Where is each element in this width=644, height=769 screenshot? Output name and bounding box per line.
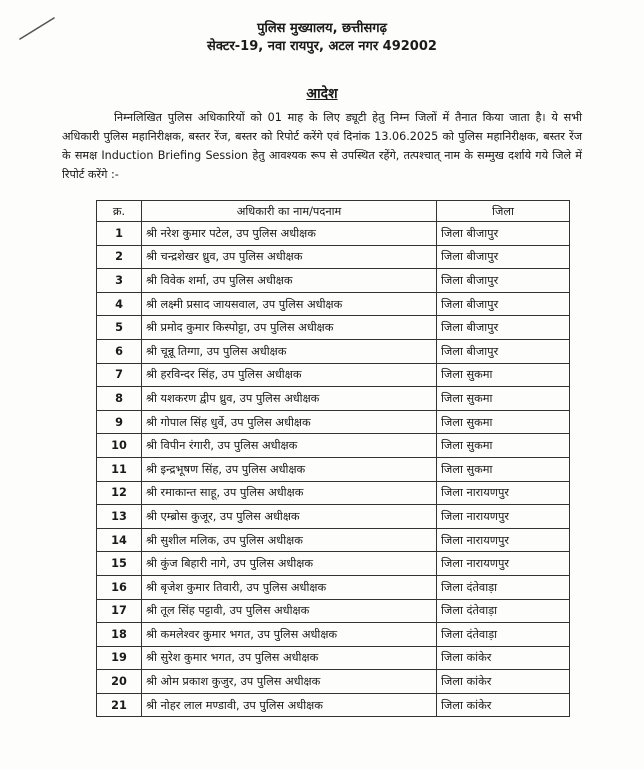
- table-row: [97, 316, 570, 340]
- order-body-text: निम्नलिखित पुलिस अधिकारियों को 01 माह के लिए ड्यूटी हेतु निम्न जिलों में तैनात किया जाता है। ये सभी अधिकारी पुलिस महानिरीक्षक, बस्तर रेंज, बस्तर को रिपोर्ट करेंगे एवं दिनांक 13.06.2025 को पुलिस महानिरीक्षक, बस्तर रेंज के समक्ष Induction Briefing Session हेतु आवश्यक रूप से उपस्थित रहेंगे, तत्पश्चात् नाम के सम्मुख दर्शाये गये जिले में रिपोर्ट करेंगे :-: [62, 111, 582, 181]
- officers-table: [96, 200, 570, 717]
- header-officer-name: अधिकारी का नाम/पदनाम: [142, 201, 437, 222]
- row-serial: 4: [97, 292, 142, 316]
- row-serial: 15: [97, 552, 142, 576]
- table-row: [97, 670, 570, 694]
- row-serial: 17: [97, 599, 142, 623]
- row-officer-name: श्री कमलेश्वर कुमार भगत, उप पुलिस अधीक्षक: [142, 623, 437, 647]
- row-district: जिला कांकेर: [437, 670, 570, 694]
- table-row: [97, 646, 570, 670]
- row-district: जिला नारायणपुर: [437, 481, 570, 505]
- letterhead: [0, 20, 644, 56]
- row-serial: 11: [97, 457, 142, 481]
- row-officer-name: श्री हरविन्दर सिंह, उप पुलिस अधीक्षक: [142, 363, 437, 387]
- row-district: जिला सुकमा: [437, 410, 570, 434]
- row-serial: 20: [97, 670, 142, 694]
- table-row: [97, 339, 570, 363]
- table-row: [97, 457, 570, 481]
- table-header-row: [97, 201, 570, 222]
- row-serial: 19: [97, 646, 142, 670]
- row-district: जिला नारायणपुर: [437, 552, 570, 576]
- table-row: [97, 387, 570, 411]
- row-officer-name: श्री चन्द्रशेखर ध्रुव, उप पुलिस अधीक्षक: [142, 245, 437, 269]
- row-serial: 2: [97, 245, 142, 269]
- row-officer-name: श्री गोपाल सिंह धुर्वे, उप पुलिस अधीक्षक: [142, 410, 437, 434]
- row-district: जिला बीजापुर: [437, 269, 570, 293]
- row-serial: 13: [97, 505, 142, 529]
- row-officer-name: श्री एम्ब्रोस कुजूर, उप पुलिस अधीक्षक: [142, 505, 437, 529]
- row-serial: 1: [97, 222, 142, 246]
- table-row: [97, 528, 570, 552]
- table-row: [97, 222, 570, 246]
- table-row: [97, 363, 570, 387]
- row-district: जिला कांकेर: [437, 646, 570, 670]
- row-officer-name: श्री यशकरण द्वीप ध्रुव, उप पुलिस अधीक्षक: [142, 387, 437, 411]
- office-name: पुलिस मुख्यालय, छत्तीसगढ़: [257, 21, 387, 36]
- row-district: जिला बीजापुर: [437, 316, 570, 340]
- order-title: आदेश: [306, 86, 338, 102]
- table-row: [97, 410, 570, 434]
- row-district: जिला सुकमा: [437, 457, 570, 481]
- row-serial: 3: [97, 269, 142, 293]
- table-row: [97, 269, 570, 293]
- table-row: [97, 623, 570, 647]
- row-district: जिला सुकमा: [437, 387, 570, 411]
- row-district: जिला बीजापुर: [437, 222, 570, 246]
- row-officer-name: श्री ओम प्रकाश कुजुर, उप पुलिस अधीक्षक: [142, 670, 437, 694]
- row-district: जिला सुकमा: [437, 434, 570, 458]
- row-serial: 5: [97, 316, 142, 340]
- row-district: जिला बीजापुर: [437, 245, 570, 269]
- row-serial: 14: [97, 528, 142, 552]
- table-row: [97, 575, 570, 599]
- table-row: [97, 245, 570, 269]
- table-row: [97, 505, 570, 529]
- row-district: जिला बीजापुर: [437, 339, 570, 363]
- row-serial: 21: [97, 693, 142, 717]
- row-district: जिला दंतेवाड़ा: [437, 575, 570, 599]
- row-district: जिला दंतेवाड़ा: [437, 599, 570, 623]
- row-district: जिला दंतेवाड़ा: [437, 623, 570, 647]
- row-district: जिला नारायणपुर: [437, 505, 570, 529]
- row-officer-name: श्री प्रमोद कुमार किस्पोट्टा, उप पुलिस अधीक्षक: [142, 316, 437, 340]
- header-serial: क्र.: [97, 201, 142, 222]
- row-serial: 10: [97, 434, 142, 458]
- table-row: [97, 481, 570, 505]
- row-serial: 16: [97, 575, 142, 599]
- row-district: जिला नारायणपुर: [437, 528, 570, 552]
- row-serial: 12: [97, 481, 142, 505]
- row-officer-name: श्री नोहर लाल मण्डावी, उप पुलिस अधीक्षक: [142, 693, 437, 717]
- row-officer-name: श्री सुरेश कुमार भगत, उप पुलिस अधीक्षक: [142, 646, 437, 670]
- row-officer-name: श्री नरेश कुमार पटेल, उप पुलिस अधीक्षक: [142, 222, 437, 246]
- row-officer-name: श्री चून्नू तिग्गा, उप पुलिस अधीक्षक: [142, 339, 437, 363]
- row-district: जिला सुकमा: [437, 363, 570, 387]
- row-officer-name: श्री कुंज बिहारी नागे, उप पुलिस अधीक्षक: [142, 552, 437, 576]
- table-row: [97, 292, 570, 316]
- row-officer-name: श्री लक्ष्मी प्रसाद जायसवाल, उप पुलिस अधीक्षक: [142, 292, 437, 316]
- row-serial: 7: [97, 363, 142, 387]
- table-row: [97, 434, 570, 458]
- row-district: जिला कांकेर: [437, 693, 570, 717]
- row-officer-name: श्री सुशील मलिक, उप पुलिस अधीक्षक: [142, 528, 437, 552]
- row-officer-name: श्री बृजेश कुमार तिवारी, उप पुलिस अधीक्षक: [142, 575, 437, 599]
- office-address: सेक्टर-19, नवा रायपुर, अटल नगर 492002: [207, 39, 437, 54]
- row-serial: 6: [97, 339, 142, 363]
- header-district: जिला: [437, 201, 570, 222]
- table-row: [97, 693, 570, 717]
- row-district: जिला बीजापुर: [437, 292, 570, 316]
- table-row: [97, 599, 570, 623]
- table-row: [97, 552, 570, 576]
- row-serial: 9: [97, 410, 142, 434]
- row-officer-name: श्री रमाकान्त साहू, उप पुलिस अधीक्षक: [142, 481, 437, 505]
- row-officer-name: श्री विपीन रंगारी, उप पुलिस अधीक्षक: [142, 434, 437, 458]
- row-officer-name: श्री इन्द्रभूषण सिंह, उप पुलिस अधीक्षक: [142, 457, 437, 481]
- row-officer-name: श्री विवेक शर्मा, उप पुलिस अधीक्षक: [142, 269, 437, 293]
- row-serial: 18: [97, 623, 142, 647]
- row-serial: 8: [97, 387, 142, 411]
- row-officer-name: श्री तूल सिंह पट्टावी, उप पुलिस अधीक्षक: [142, 599, 437, 623]
- table-body: [97, 222, 570, 717]
